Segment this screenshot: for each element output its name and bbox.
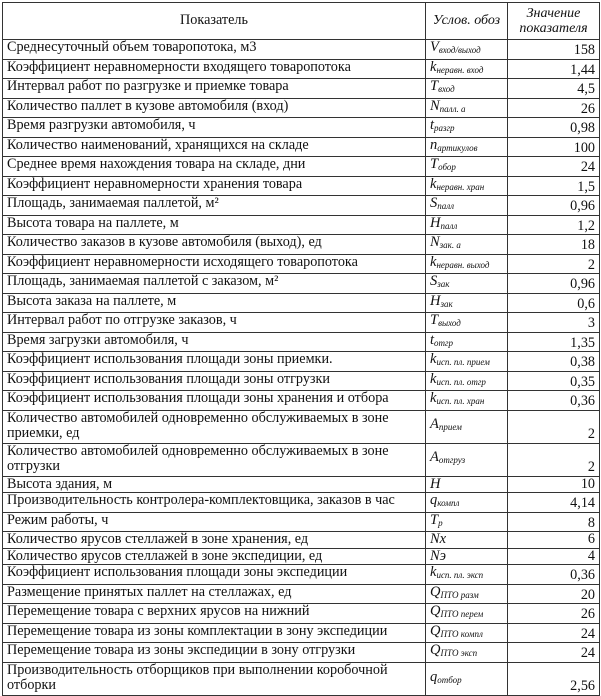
parameter-value: 0,96 [508,274,600,294]
table-row [3,215,600,235]
table-row [3,332,600,352]
symbol-base: Q [430,623,441,639]
parameter-name: Размещение принятых паллет на стеллажах, ед [3,584,426,604]
parameter-name: Время разгрузки автомобиля, ч [3,118,426,138]
symbol-subscript: обор [438,162,456,172]
parameter-value: 2 [508,410,600,443]
symbol-subscript: палл [437,201,455,211]
parameter-name: Среднее время нахождения товара на складе, дни [3,157,426,177]
parameter-value: 2,56 [508,662,600,695]
symbol-base: A [430,416,439,433]
symbol-base: S [430,273,438,289]
parameter-name: Перемещение товара с верхних ярусов на нижний [3,604,426,624]
table-row [3,79,600,99]
symbol-subscript: неравн. выход [436,259,490,270]
table-row [3,662,600,695]
header-symbol: Услов. обоз [426,3,508,40]
symbol-base: k [430,176,437,192]
symbol-subscript: исп. пл. хран [436,396,485,406]
parameter-name: Коэффициент неравномерности исходящего товаропотока [3,254,426,274]
parameter-symbol [426,79,508,99]
symbol-base: k [430,351,437,367]
parameter-value: 24 [508,623,600,643]
symbol-base: k [430,254,437,270]
parameter-name: Среднесуточный объем товаропотока, м3 [3,40,426,60]
parameter-symbol [426,293,508,313]
parameter-symbol [426,623,508,643]
table-row [3,313,600,333]
parameter-value: 1,44 [508,59,600,79]
parameter-symbol [426,176,508,196]
parameter-symbol [426,391,508,411]
parameter-symbol [426,196,508,216]
symbol-subscript: исп. пл. эксп [436,570,484,581]
parameter-value: 1,2 [508,215,600,235]
parameter-value: 18 [508,235,600,255]
table-row [3,548,600,565]
parameter-name: Количество наименований, хранящихся на складе [3,137,426,157]
symbol-base: T [430,512,439,528]
table-row [3,293,600,313]
parameter-symbol [426,137,508,157]
symbol-subscript: разгр [434,123,455,133]
symbol-base: Nэ [430,548,447,564]
parameter-value: 1,5 [508,176,600,196]
symbol-subscript: прием [438,422,462,433]
parameter-value: 0,6 [508,293,600,313]
table-row [3,476,600,493]
table-row [3,623,600,643]
parameter-name: Производительность отборщиков при выполнении коробочной отборки [3,662,426,695]
symbol-subscript: р [438,517,443,528]
symbol-base: T [430,156,439,172]
symbol-subscript: ПТО перем [440,609,484,620]
table-row [3,604,600,624]
parameter-symbol [426,371,508,391]
parameter-name: Количество автомобилей одновременно обслуживаемых в зоне приемки, ед [3,410,426,443]
symbol-base: t [430,117,435,133]
parameter-value: 158 [508,40,600,60]
symbol-base: T [430,312,439,328]
parameter-value: 4,14 [508,493,600,513]
symbol-subscript: палл. а [439,103,466,114]
table-body [3,40,600,696]
symbol-base: A [430,449,439,466]
parameter-symbol [426,254,508,274]
parameter-value: 0,98 [508,118,600,138]
parameter-symbol [426,98,508,118]
symbol-subscript: компл [437,498,460,509]
parameter-symbol [426,565,508,585]
parameter-name: Режим работы, ч [3,512,426,532]
table-row [3,274,600,294]
symbol-base: q [430,668,438,685]
parameter-value: 4 [508,548,600,565]
table-row [3,137,600,157]
table-row [3,40,600,60]
parameter-value: 0,96 [508,196,600,216]
symbol-subscript: неравн. хран [436,181,485,192]
parameter-symbol [426,604,508,624]
table-row [3,565,600,585]
symbol-subscript: вход/выход [438,45,481,55]
symbol-subscript: выход [438,318,461,328]
parameter-symbol [426,313,508,333]
parameter-value: 10 [508,476,600,493]
parameter-symbol [426,157,508,177]
symbol-subscript: ПТО компл [440,628,483,639]
parameter-name: Коэффициент неравномерности хранения товара [3,176,426,196]
parameter-value: 0,36 [508,391,600,411]
symbol-base: V [430,39,439,55]
parameter-symbol [426,548,508,565]
parameter-name: Количество заказов в кузове автомобиля (выход), ед [3,235,426,255]
symbol-subscript: палл [440,220,458,231]
parameter-symbol [426,493,508,513]
symbol-base: q [430,492,438,509]
symbol-base: N [430,234,440,250]
parameter-symbol [426,443,508,476]
parameter-value: 24 [508,643,600,663]
table-row [3,512,600,532]
parameter-symbol [426,59,508,79]
symbol-base: N [430,98,440,114]
header-value: Значение показателя [508,3,600,40]
parameter-name: Количество автомобилей одновременно обслуживаемых в зоне отгрузки [3,443,426,476]
parameter-name: Коэффициент использования площади зоны приемки. [3,352,426,372]
symbol-subscript: исп. пл. отгр [436,376,486,387]
parameter-symbol [426,662,508,695]
parameter-symbol [426,476,508,493]
header-name: Показатель [3,3,426,40]
symbol-base: k [430,371,437,387]
parameter-symbol [426,274,508,294]
symbol-subscript: ПТО эксп [440,648,478,659]
parameter-symbol [426,332,508,352]
table-row [3,118,600,138]
parameter-name: Интервал работ по отгрузке заказов, ч [3,313,426,333]
table-row [3,352,600,372]
parameter-symbol [426,352,508,372]
parameter-symbol [426,40,508,60]
symbol-subscript: неравн. вход [436,64,484,75]
parameter-symbol [426,512,508,532]
symbol-base: t [430,332,435,348]
symbol-base: H [430,215,441,231]
table-row [3,643,600,663]
parameter-name: Коэффициент использования площади зоны экспедиции [3,565,426,585]
table-row [3,98,600,118]
parameter-symbol [426,643,508,663]
parameter-name: Высота здания, м [3,476,426,493]
parameter-value: 0,38 [508,352,600,372]
parameter-name: Перемещение товара из зоны экспедиции в зону отгрузки [3,643,426,663]
parameter-symbol [426,532,508,549]
parameter-symbol [426,235,508,255]
parameter-symbol [426,118,508,138]
parameter-name: Высота заказа на паллете, м [3,293,426,313]
parameter-name: Производительность контролера-комплектовщика, заказов в час [3,493,426,513]
symbol-base: k [430,59,437,75]
parameter-symbol [426,215,508,235]
table-row [3,584,600,604]
parameter-value: 0,36 [508,565,600,585]
symbol-subscript: зак [437,279,450,289]
symbol-subscript: исп. пл. прием [436,357,490,367]
symbol-base: Q [430,642,441,659]
table-row [3,493,600,513]
table-row [3,532,600,549]
symbol-subscript: ПТО разм [440,589,479,600]
parameter-value: 0,35 [508,371,600,391]
symbol-base: H [430,293,441,309]
symbol-base: H [430,476,441,492]
table-row [3,157,600,177]
parameter-name: Количество ярусов стеллажей в зоне хранения, ед [3,532,426,549]
table-row [3,196,600,216]
parameter-name: Количество ярусов стеллажей в зоне экспедиции, ед [3,548,426,565]
parameter-name: Коэффициент использования площади зоны хранения и отбора [3,391,426,411]
parameter-value: 26 [508,604,600,624]
parameter-symbol [426,584,508,604]
parameter-name: Коэффициент использования площади зоны отгрузки [3,371,426,391]
symbol-subscript: отбор [437,674,462,685]
parameters-table [2,2,600,696]
parameter-value: 2 [508,443,600,476]
parameter-value: 8 [508,512,600,532]
table-row [3,254,600,274]
parameter-value: 6 [508,532,600,549]
symbol-base: T [430,78,439,94]
header-row [3,3,600,40]
symbol-subscript: вход [438,84,455,94]
parameter-name: Время загрузки автомобиля, ч [3,332,426,352]
table-row [3,59,600,79]
table-row [3,443,600,476]
parameter-value: 2 [508,254,600,274]
symbol-base: k [430,564,437,581]
symbol-base: n [430,137,438,153]
table-row [3,235,600,255]
parameter-name: Интервал работ по разгрузке и приемке товара [3,79,426,99]
parameter-symbol [426,410,508,443]
table-row [3,410,600,443]
parameter-value: 100 [508,137,600,157]
parameter-name: Площадь, занимаемая паллетой с заказом, м² [3,274,426,294]
table-row [3,391,600,411]
symbol-subscript: отгруз [438,455,466,466]
parameter-name: Количество паллет в кузове автомобиля (вход) [3,98,426,118]
symbol-subscript: отгр [434,337,454,348]
symbol-base: Nx [430,531,447,548]
symbol-base: S [430,195,438,211]
symbol-subscript: зак [440,298,453,309]
symbol-base: k [430,390,437,406]
symbol-base: Q [430,603,441,620]
parameter-value: 1,35 [508,332,600,352]
symbol-subscript: артикулов [437,142,478,153]
symbol-base: Q [430,584,441,600]
parameter-name: Перемещение товара из зоны комплектации в зону экспедиции [3,623,426,643]
parameter-name: Площадь, занимаемая паллетой, м² [3,196,426,216]
parameter-name: Высота товара на паллете, м [3,215,426,235]
parameter-value: 26 [508,98,600,118]
parameter-name: Коэффициент неравномерности входящего товаропотока [3,59,426,79]
symbol-subscript: зак. а [439,240,461,250]
parameter-value: 20 [508,584,600,604]
parameter-value: 24 [508,157,600,177]
table-row [3,371,600,391]
parameter-value: 4,5 [508,79,600,99]
parameter-value: 3 [508,313,600,333]
table-row [3,176,600,196]
